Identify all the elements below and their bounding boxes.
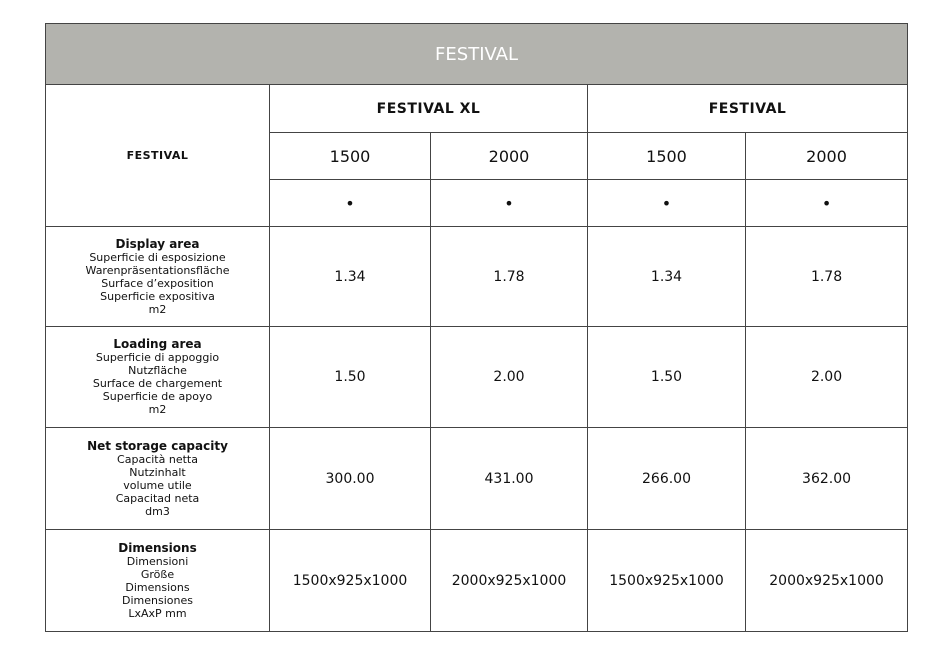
row-label-line: Größe [140,567,175,581]
row-label-line: LxAxP mm [128,606,187,620]
bullet-marker: • [746,180,908,227]
row-label-main: Dimensions [118,540,197,555]
value-cell: 1500x925x1000 [588,530,746,632]
table-title: FESTIVAL [46,24,908,85]
row-label-line: Superficie expositiva [100,289,215,303]
value-cell: 2000x925x1000 [431,530,588,632]
value-cell: 2.00 [431,327,588,428]
row-label-line: Dimensioni [126,554,189,568]
row-label-line: m2 [148,403,167,416]
size-header: 2000 [746,133,908,180]
table-row [46,530,908,632]
row-label-line: m2 [148,302,167,316]
row-label-line: Superficie de apoyo [102,390,213,403]
row-label [46,530,270,632]
value-cell: 1.50 [588,327,746,428]
row-label-line: Superficie di appoggio [95,351,220,364]
size-header: 1500 [270,133,431,180]
value-cell: 266.00 [588,428,746,530]
row-label-line: Nutzinhalt [129,465,186,479]
value-cell: 1.78 [746,227,908,327]
table-row [46,227,908,327]
bullet-marker: • [588,180,746,227]
row-label-main: Display area [115,236,200,251]
row-label [46,327,270,428]
model-label: FESTIVAL [46,85,270,227]
table-row [46,428,908,530]
value-cell: 1.78 [431,227,588,327]
row-label-main: Loading area [113,337,202,351]
row-label [46,428,270,530]
row-label-line: Dimensions [125,580,190,594]
family-header-standard: FESTIVAL [588,85,908,133]
row-label-line: Surface de chargement [92,377,223,390]
table-row [46,327,908,428]
row-label-line: Superficie di esposizione [89,250,226,264]
row-label-main: Net storage capacity [87,438,228,453]
row-label [46,227,270,327]
bullet-marker: • [270,180,431,227]
row-label-line: Surface d’exposition [101,276,214,290]
spec-table [45,23,908,632]
row-label-line: Capacitad neta [115,491,200,505]
value-cell: 362.00 [746,428,908,530]
value-cell: 431.00 [431,428,588,530]
row-label-line: Nutzfläche [128,364,187,377]
size-header: 1500 [588,133,746,180]
title-row [46,24,908,85]
row-label-line: volume utile [123,478,192,492]
family-header-xl: FESTIVAL XL [270,85,588,133]
row-label-line: Capacità netta [117,452,198,466]
value-cell: 2.00 [746,327,908,428]
value-cell: 1.34 [270,227,431,327]
value-cell: 2000x925x1000 [746,530,908,632]
size-header: 2000 [431,133,588,180]
value-cell: 1.50 [270,327,431,428]
row-label-line: Warenpräsentationsfläche [85,263,230,277]
value-cell: 1500x925x1000 [270,530,431,632]
family-row [46,85,908,133]
bullet-marker: • [431,180,588,227]
value-cell: 1.34 [588,227,746,327]
row-label-line: dm3 [145,504,170,518]
value-cell: 300.00 [270,428,431,530]
row-label-line: Dimensiones [122,593,193,607]
